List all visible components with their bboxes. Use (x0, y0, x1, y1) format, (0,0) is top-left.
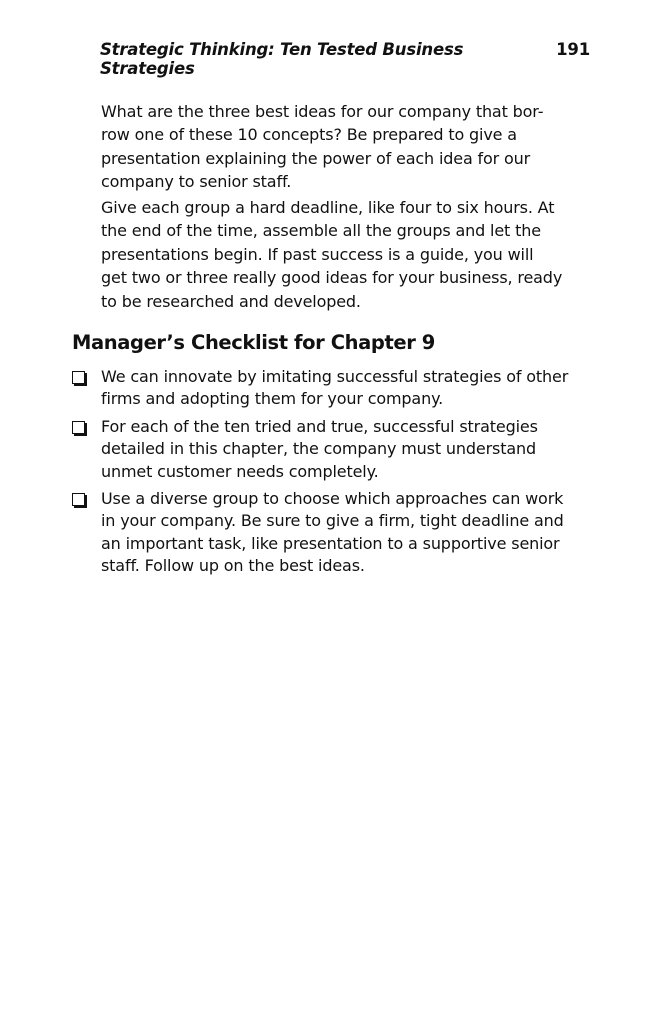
text-line: For each of the ten tried and true, successful strategies (101, 417, 538, 436)
text-line: row one of these 10 concepts? Be prepared to give a (101, 125, 517, 145)
text-line: the end of the time, assemble all the groups and let the (101, 221, 541, 241)
checklist-item-text (101, 366, 596, 411)
text-line: unmet customer needs completely. (101, 461, 379, 481)
checkbox-icon (72, 421, 85, 434)
text-line: an important task, like presentation to a supportive senior (101, 533, 560, 553)
checklist-item-text (101, 488, 596, 578)
text-line: firms and adopting them for your company. (101, 389, 444, 409)
checkbox-icon (72, 493, 85, 506)
paragraph-2 (101, 196, 591, 313)
text-line: presentation explaining the power of each idea for our (101, 148, 531, 168)
running-title: Strategic Thinking: Ten Tested Business Strategies (100, 40, 464, 78)
text-line: in your company. Be sure to give a firm, tight deadline and (101, 511, 564, 531)
text-line: company to senior staff. (101, 172, 292, 192)
section-heading: Manager’s Checklist for Chapter 9 (72, 331, 435, 354)
text-line: What are the three best ideas for our company that bor- (101, 102, 544, 121)
text-line: get two or three really good ideas for your business, ready (101, 268, 563, 288)
text-line: We can innovate by imitating successful strategies of other (101, 367, 569, 386)
page-number: 191 (556, 40, 590, 59)
checkbox-icon (72, 371, 85, 384)
text-line: presentations begin. If past success is a guide, you will (101, 244, 534, 264)
running-header (100, 40, 590, 78)
text-line: staff. Follow up on the best ideas. (101, 556, 365, 576)
text-line: to be researched and developed. (101, 291, 361, 311)
text-line: Use a diverse group to choose which approaches can work (101, 489, 564, 508)
text-line: detailed in this chapter, the company must understand (101, 439, 536, 459)
checklist-item-text (101, 416, 596, 483)
paragraph-1 (101, 100, 591, 194)
text-line: Give each group a hard deadline, like four to six hours. At (101, 198, 555, 217)
